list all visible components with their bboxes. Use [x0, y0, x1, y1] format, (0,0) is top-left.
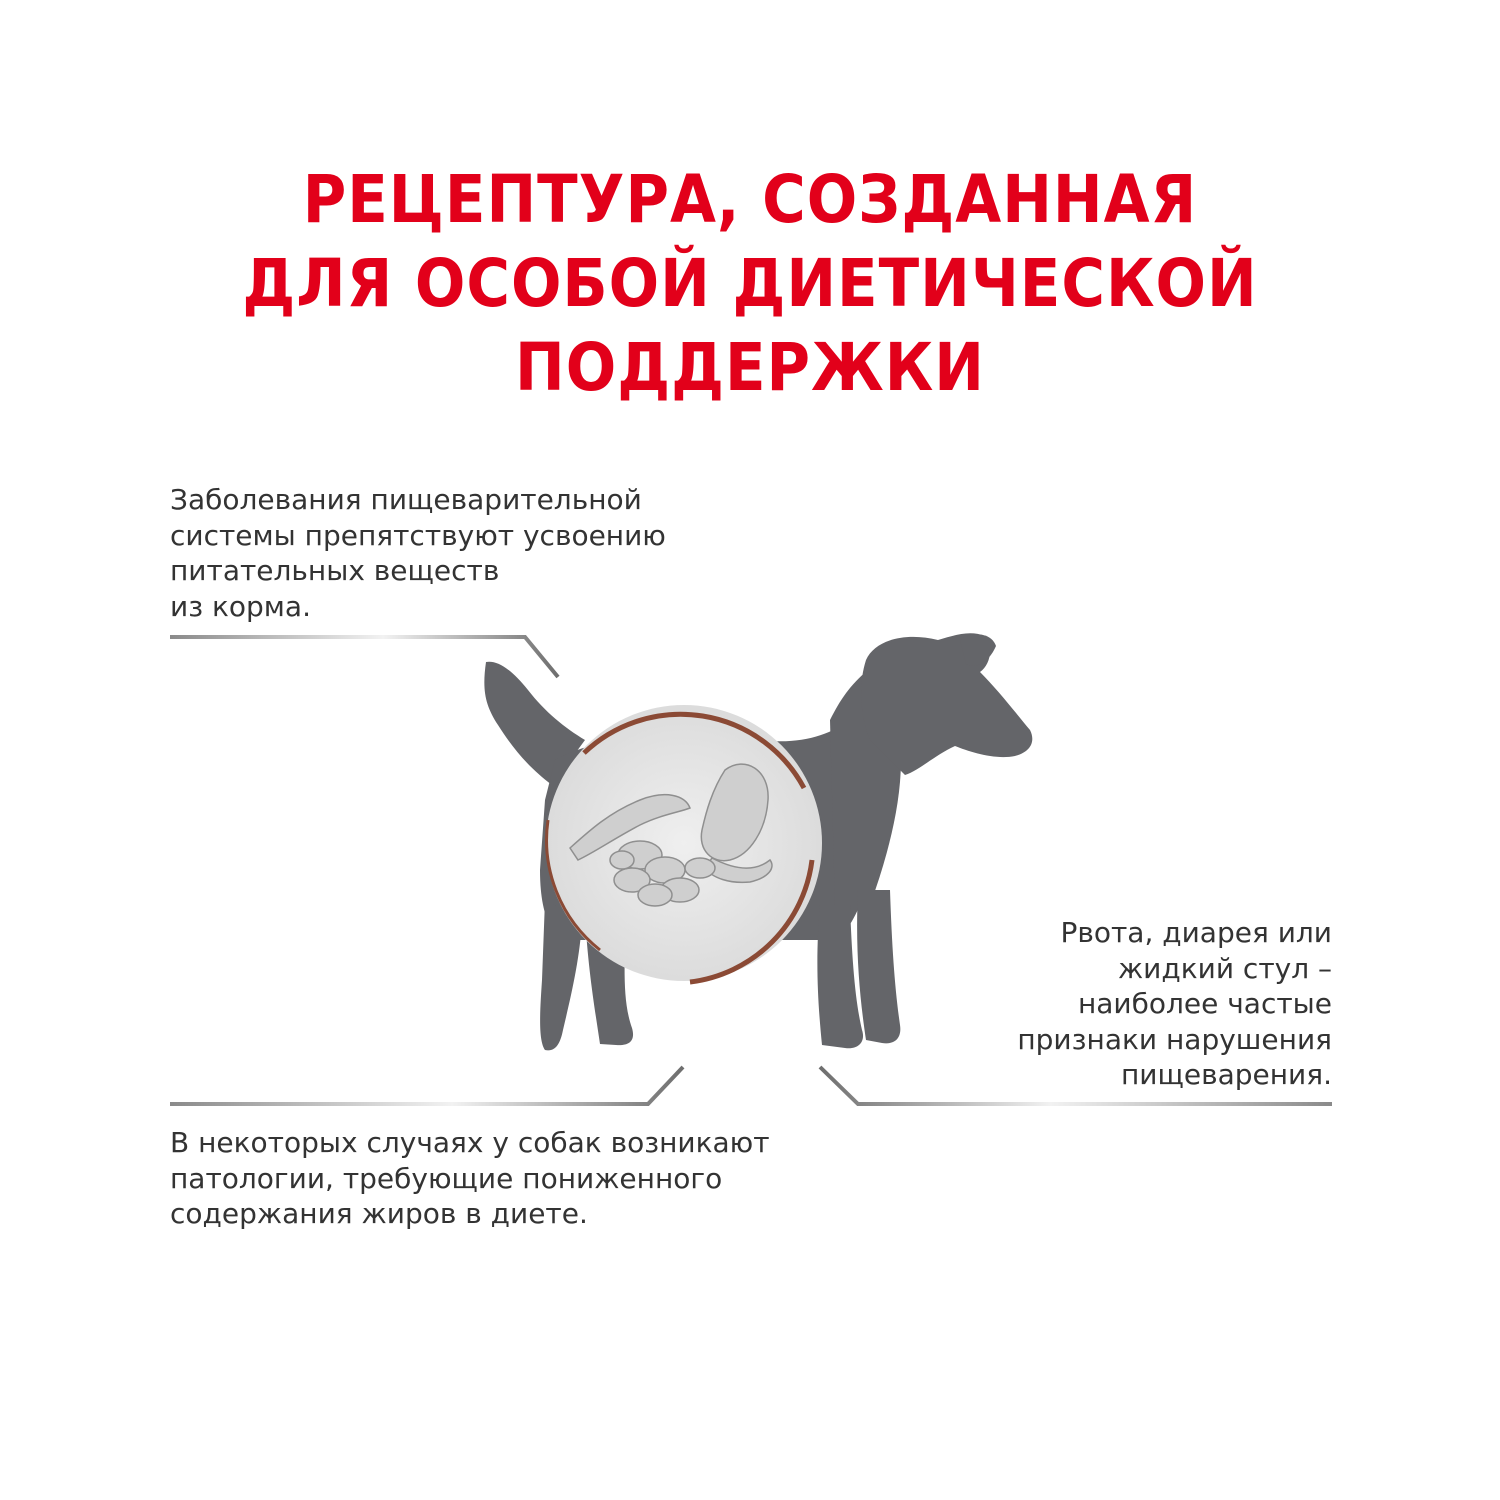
callout-bottom-left-line-3: содержания жиров в диете.: [170, 1197, 588, 1230]
callout-low-fat: [170, 1125, 810, 1232]
callout-right-line-5: пищеварения.: [1120, 1058, 1332, 1091]
callout-bottom-left-line-1: В некоторых случаях у собак возникают: [170, 1126, 770, 1159]
headline-line-3: ПОДДЕРЖКИ: [515, 329, 985, 406]
callout-right-line-4: признаки нарушения: [1017, 1022, 1332, 1056]
callout-right-line-2: жидкий стул –: [1117, 951, 1332, 985]
callout-top-left-line-4: из корма.: [170, 589, 311, 623]
headline-line-1: РЕЦЕПТУРА, СОЗДАННАЯ: [302, 161, 1198, 238]
callout-symptoms: [972, 915, 1332, 1093]
callout-right-line-3: наиболее частые: [1077, 987, 1332, 1020]
callout-top-left-line-1: Заболевания пищеварительной: [170, 483, 642, 516]
connector-bottom-left: [170, 1067, 683, 1104]
headline-line-2: ДЛЯ ОСОБОЙ ДИЕТИЧЕСКОЙ: [242, 245, 1258, 322]
callout-top-left-line-3: питательных веществ: [170, 554, 500, 587]
callout-right-line-1: Рвота, диарея или: [1060, 916, 1332, 949]
callout-bottom-left-line-2: патологии, требующие пониженного: [170, 1161, 723, 1195]
callout-digestion-absorption: [170, 482, 690, 624]
callout-top-left-line-2: системы препятствуют усвоению: [170, 518, 666, 552]
